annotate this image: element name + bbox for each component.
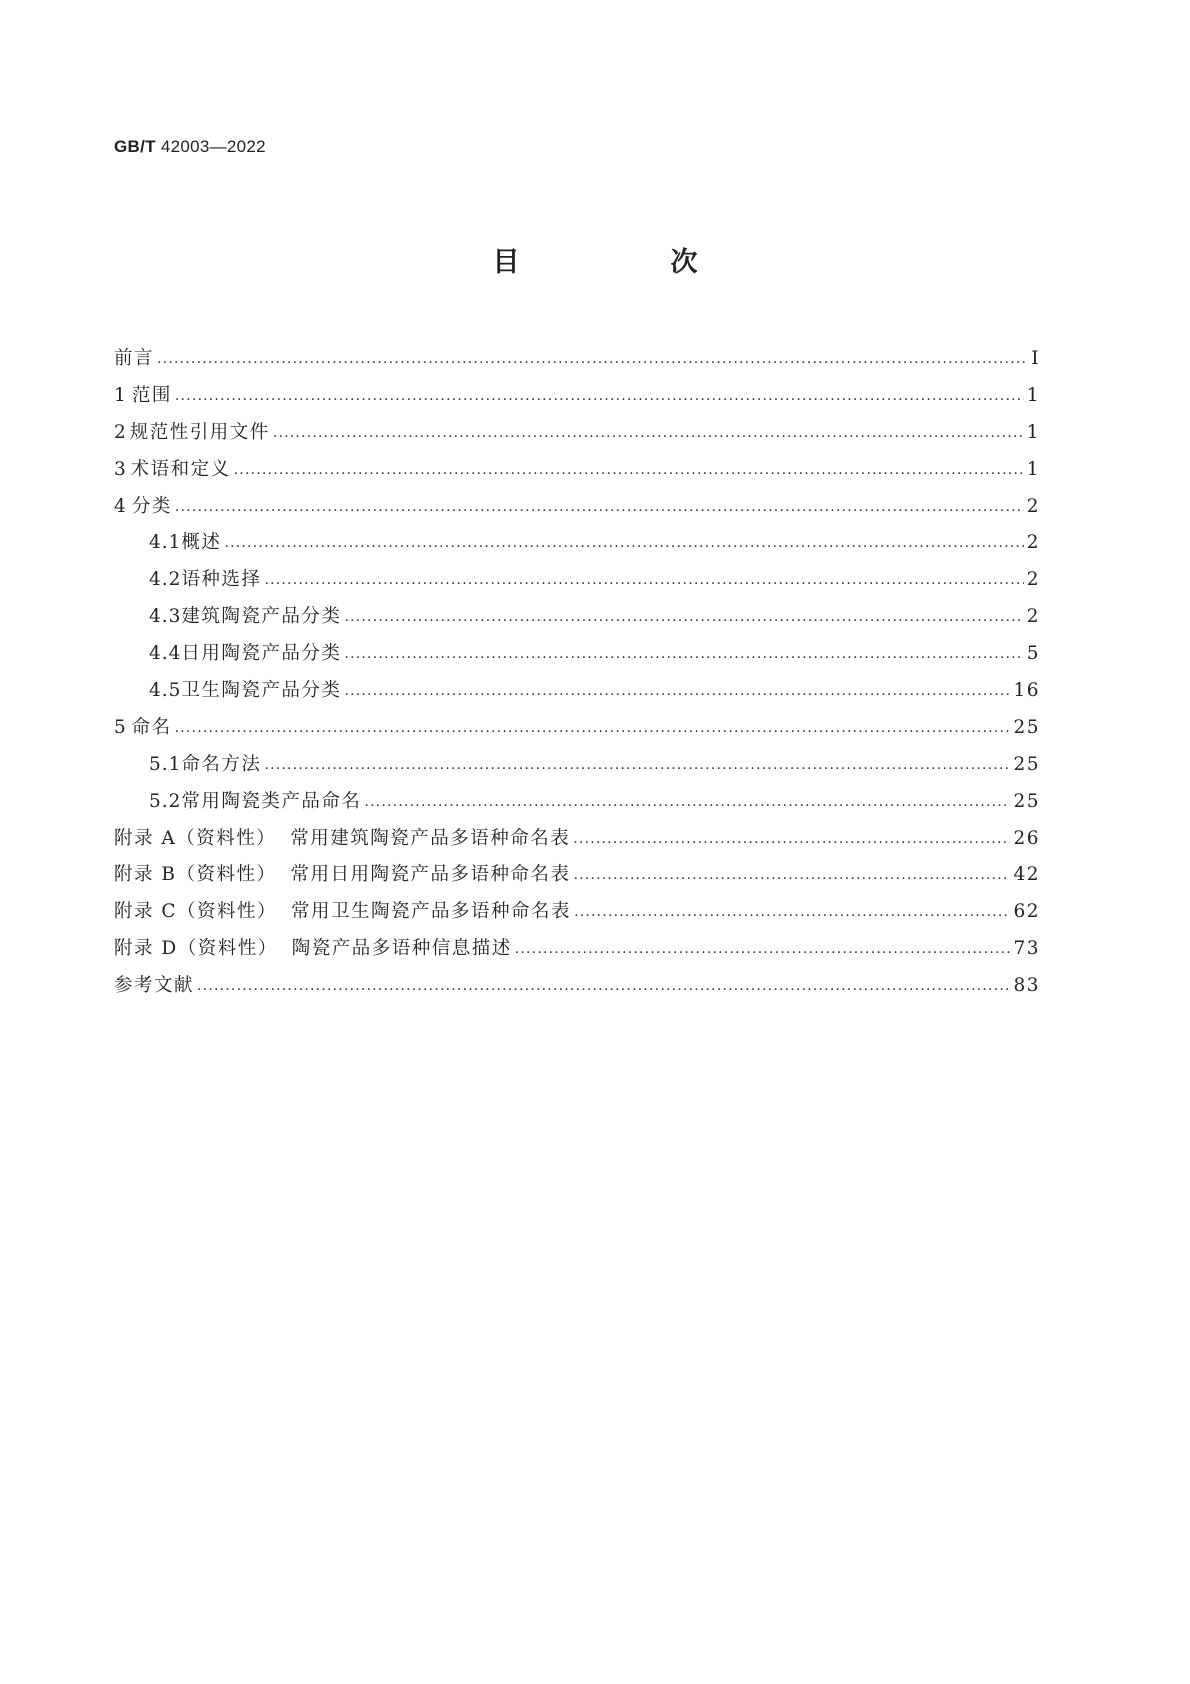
toc-entry-4-1[interactable]	[114, 528, 1040, 565]
toc-entry-5-2[interactable]	[114, 787, 1040, 824]
table-of-contents	[114, 344, 1040, 1008]
toc-entry-page: 2	[1026, 606, 1040, 628]
toc-entry-appendix-c[interactable]	[114, 897, 1040, 934]
dot-leader	[224, 535, 1023, 551]
toc-entry-2[interactable]	[114, 418, 1040, 455]
dot-leader	[273, 425, 1024, 441]
toc-entry-number: 5.1	[149, 753, 182, 775]
dot-leader	[344, 683, 1010, 699]
toc-entry-title: 规范性引用文件	[129, 421, 270, 443]
toc-entry-references[interactable]	[114, 971, 1040, 1008]
dot-leader	[264, 572, 1023, 588]
toc-entry-title: 常用卫生陶瓷产品多语种命名表	[291, 901, 572, 923]
toc-entry-number: 5	[114, 716, 127, 738]
appendix-label: 附录 D（资料性）	[114, 938, 278, 960]
standard-prefix: GB/T	[114, 137, 156, 156]
toc-entry-page: 1	[1026, 421, 1040, 443]
toc-entry-4-4[interactable]	[114, 639, 1040, 676]
dot-leader	[344, 646, 1023, 662]
toc-entry-1[interactable]	[114, 381, 1040, 418]
toc-entry-title: 常用陶瓷类产品命名	[181, 790, 362, 812]
dot-leader	[264, 757, 1010, 773]
toc-entry-5-1[interactable]	[114, 750, 1040, 787]
toc-entry-title: 参考文献	[114, 975, 195, 997]
toc-entry-page: 2	[1026, 495, 1040, 517]
toc-entry-title: 卫生陶瓷产品分类	[181, 680, 342, 702]
toc-entry-page: Ⅰ	[1031, 348, 1040, 369]
toc-entry-page: 16	[1013, 680, 1040, 702]
toc-entry-foreword[interactable]	[114, 344, 1040, 381]
toc-entry-5[interactable]	[114, 713, 1040, 750]
appendix-label: 附录 B（资料性）	[114, 864, 277, 886]
toc-entry-title: 术语和定义	[130, 458, 231, 480]
standard-number: 42003—2022	[160, 137, 266, 156]
dot-leader	[197, 978, 1010, 994]
toc-entry-number: 2	[114, 421, 127, 443]
toc-entry-title: 概述	[181, 532, 222, 554]
toc-entry-page: 83	[1013, 975, 1040, 997]
toc-entry-number: 4.3	[149, 606, 182, 628]
toc-entry-appendix-a[interactable]	[114, 824, 1040, 861]
toc-entry-number: 4	[114, 495, 127, 517]
toc-entry-page: 2	[1026, 532, 1040, 554]
toc-entry-title: 常用日用陶瓷产品多语种命名表	[290, 864, 571, 886]
toc-entry-number: 4.2	[149, 569, 182, 591]
appendix-label: 附录 A（资料性）	[114, 827, 277, 849]
dot-leader	[574, 904, 1010, 920]
standard-code	[114, 137, 266, 157]
toc-entry-page: 25	[1013, 790, 1040, 812]
dot-leader	[574, 867, 1011, 883]
toc-entry-title: 前言	[114, 348, 155, 369]
toc-entry-page: 73	[1013, 938, 1040, 960]
toc-entry-title: 命名方法	[181, 753, 262, 775]
toc-entry-title: 日用陶瓷产品分类	[181, 643, 342, 665]
toc-entry-4-3[interactable]	[114, 602, 1040, 639]
dot-leader	[175, 720, 1011, 736]
toc-entry-number: 4.5	[149, 680, 182, 702]
dot-leader	[515, 941, 1011, 957]
toc-entry-number: 5.2	[149, 790, 182, 812]
toc-entry-number: 4.1	[149, 532, 182, 554]
toc-entry-page: 42	[1013, 864, 1040, 886]
toc-entry-title: 语种选择	[181, 569, 262, 591]
toc-entry-title: 建筑陶瓷产品分类	[181, 606, 342, 628]
toc-entry-4[interactable]	[114, 492, 1040, 529]
toc-entry-page: 1	[1026, 384, 1040, 406]
dot-leader	[175, 499, 1024, 515]
dot-leader	[364, 794, 1010, 810]
toc-entry-4-2[interactable]	[114, 565, 1040, 602]
toc-entry-page: 62	[1013, 901, 1040, 923]
toc-entry-number: 3	[114, 458, 127, 480]
toc-entry-page: 25	[1013, 716, 1040, 738]
toc-entry-number: 1	[114, 384, 127, 406]
toc-entry-page: 26	[1013, 827, 1040, 849]
dot-leader	[175, 388, 1024, 404]
dot-leader	[344, 609, 1023, 625]
toc-entry-appendix-d[interactable]	[114, 934, 1040, 971]
toc-entry-page: 25	[1013, 753, 1040, 775]
toc-entry-page: 5	[1026, 643, 1040, 665]
appendix-label: 附录 C（资料性）	[114, 901, 278, 923]
dot-leader	[573, 831, 1010, 847]
toc-entry-page: 1	[1026, 458, 1040, 480]
toc-entry-page: 2	[1026, 569, 1040, 591]
toc-entry-appendix-b[interactable]	[114, 860, 1040, 897]
dot-leader	[157, 351, 1028, 367]
toc-entry-title: 范围	[131, 384, 172, 406]
toc-entry-title: 常用建筑陶瓷产品多语种命名表	[290, 827, 571, 849]
page-title: 目 次	[492, 247, 760, 278]
toc-entry-title: 分类	[131, 495, 172, 517]
toc-entry-4-5[interactable]	[114, 676, 1040, 713]
toc-entry-number: 4.4	[149, 643, 182, 665]
toc-entry-3[interactable]	[114, 455, 1040, 492]
dot-leader	[234, 462, 1024, 478]
toc-entry-title: 陶瓷产品多语种信息描述	[291, 938, 512, 960]
toc-entry-title: 命名	[131, 716, 172, 738]
